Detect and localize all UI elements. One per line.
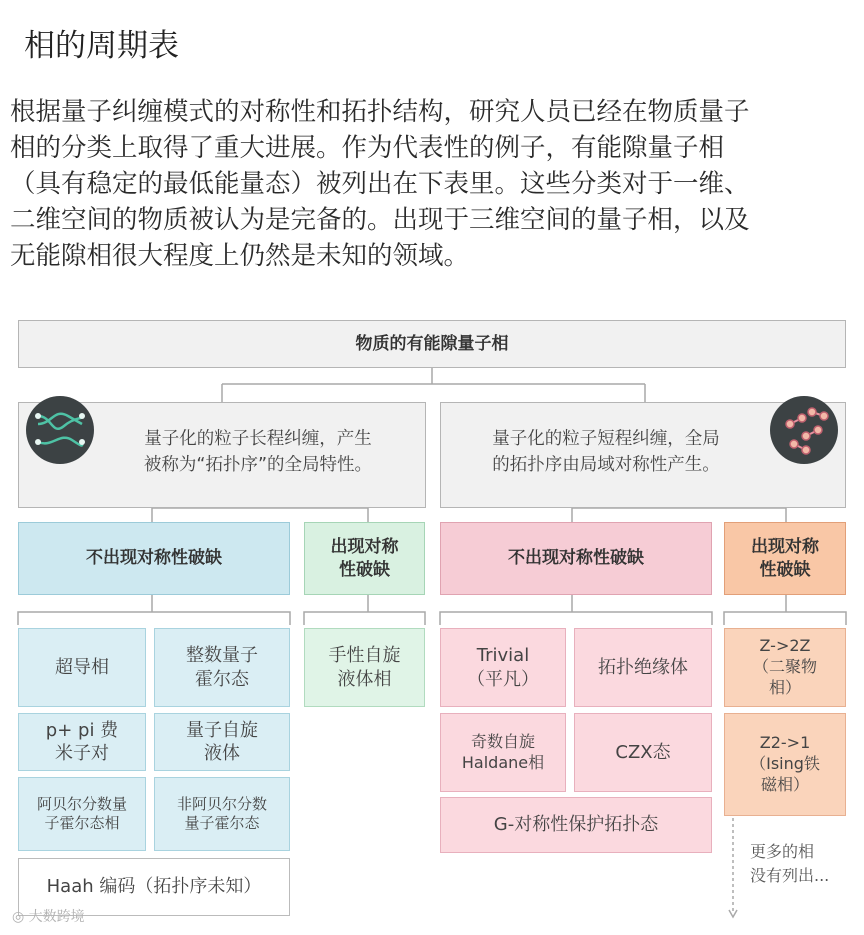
phase-label: CZX态 <box>615 741 671 763</box>
phase-label: 手性自旋 液体相 <box>328 645 401 690</box>
phase-ising-ferromagnet <box>724 713 846 816</box>
phase-trivial <box>440 628 566 707</box>
desc-line: 的拓扑序由局域对称性产生。 <box>492 455 720 475</box>
desc-line: 量子化的粒子短程纠缠，全局 <box>492 429 720 449</box>
phase-label: Trivial （平凡） <box>467 645 539 690</box>
phase-g-spt <box>440 797 712 853</box>
right-symmetry-breaking <box>724 522 846 595</box>
left-symmetry-breaking <box>304 522 425 595</box>
left-no-symmetry-breaking <box>18 522 290 595</box>
root-box <box>18 320 846 368</box>
watermark-text: 大数跨境 <box>28 909 85 925</box>
phase-quantum-spin-liquid <box>154 713 290 771</box>
right-no-symmetry-breaking <box>440 522 712 595</box>
phase-topological-insulator <box>574 628 712 707</box>
phase-label: 超导相 <box>55 656 109 678</box>
more-phases-note: 更多的相 没有列出... <box>750 842 830 885</box>
phase-chiral-spin-liquid <box>304 628 425 707</box>
phase-label: 奇数自旋 Haldane相 <box>461 731 545 772</box>
phase-superconducting <box>18 628 146 707</box>
phase-p-pi-pairing <box>18 713 146 771</box>
phase-czx <box>574 713 712 792</box>
category-label: 不出现对称性破缺 <box>86 548 222 569</box>
phase-haldane <box>440 713 566 792</box>
phase-label: 量子自旋 液体 <box>186 719 258 764</box>
long-range-entanglement-icon <box>24 394 96 466</box>
phase-label: 整数量子 霍尔态 <box>186 645 258 690</box>
phase-label: 阿贝尔分数量 子霍尔态相 <box>36 794 127 832</box>
intro-line: 二维空间的物质被认为是完备的。出现于三维空间的量子相，以及 <box>10 205 750 235</box>
page-title: 相的周期表 <box>24 28 179 64</box>
long-range-desc <box>96 426 420 478</box>
phase-abelian-fqhe <box>18 777 146 851</box>
phase-label: Z2->1 （Ising铁 磁相） <box>750 733 820 794</box>
phase-label: Z->2Z （二聚物 相） <box>752 636 817 697</box>
category-label: 不出现对称性破缺 <box>508 548 644 569</box>
short-range-entanglement-icon <box>768 394 840 466</box>
intro-line: 无能隙相很大程度上仍然是未知的领域。 <box>10 241 470 271</box>
intro-line: （具有稳定的最低能量态）被列出在下表里。这些分类对于一维、 <box>10 169 750 199</box>
phase-label: 非阿贝尔分数 量子霍尔态 <box>176 794 267 832</box>
root-label: 物质的有能隙量子相 <box>355 333 509 354</box>
watermark <box>12 906 85 926</box>
watermark-logo-icon: ◎ <box>12 909 29 925</box>
phase-label: G-对称性保护拓扑态 <box>493 814 659 836</box>
phase-label: Haah 编码（拓扑序未知） <box>46 876 262 898</box>
category-label: 出现对称 性破缺 <box>330 537 399 580</box>
phase-label: 拓扑绝缘体 <box>598 656 688 678</box>
phase-label: p+ pi 费 米子对 <box>45 719 119 764</box>
desc-line: 被称为“拓扑序”的全局特性。 <box>143 455 373 475</box>
intro-line: 相的分类上取得了重大进展。作为代表性的例子，有能隙量子相 <box>10 133 725 163</box>
short-range-desc <box>446 426 766 478</box>
category-label: 出现对称 性破缺 <box>751 537 819 580</box>
phase-dimer <box>724 628 846 707</box>
desc-line: 量子化的粒子长程纠缠，产生 <box>144 429 372 449</box>
phase-non-abelian-fqhe <box>154 777 290 851</box>
phase-integer-qhe <box>154 628 290 707</box>
intro-line: 根据量子纠缠模式的对称性和拓扑结构，研究人员已经在物质量子 <box>10 97 750 127</box>
